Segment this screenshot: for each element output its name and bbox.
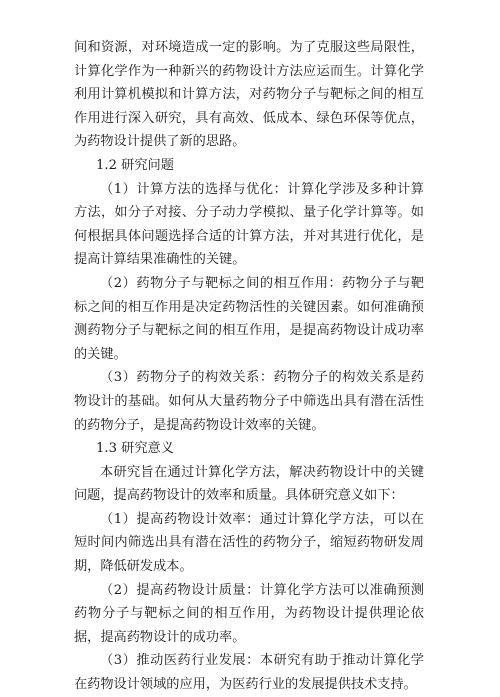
section-heading-1-2: 1.2 研究问题 (96, 157, 174, 173)
paragraph-problem-1: （1）计算方法的选择与优化：计算化学涉及多种计算方法，如分子对接、分子动力学模拟、量子化学计算等。如何根据具体问题选择合适的计算方法，并对其进行优化，是提高计算结果准确性的关键。 (74, 181, 424, 268)
paragraph-problem-2: （2）药物分子与靶标之间的相互作用：药物分子与靶标之间的相互作用是决定药物活性的关键因素。如何准确预测药物分子与靶标之间的相互作用，是提高药物设计成功率的关键。 (74, 275, 424, 362)
paragraph-significance-2: （2）提高药物设计质量：计算化学方法可以准确预测药物分子与靶标之间的相互作用，为药物设计提供理论依据，提高药物设计的成功率。 (74, 582, 424, 645)
paragraph-continuation: 间和资源，对环境造成一定的影响。为了克服这些局限性，计算化学作为一种新兴的药物设计方法应运而生。计算化学利用计算机模拟和计算方法，对药物分子与靶标之间的相互作用进行深入研究，具有高效、低成本、绿色环保等优点，为药物设计提供了新的思路。 (74, 40, 424, 150)
paragraph-problem-3: （3）药物分子的构效关系：药物分子的构效关系是药物设计的基础。如何从大量药物分子中筛选出具有潜在活性的药物分子，是提高药物设计效率的关键。 (74, 370, 424, 433)
section-heading-1-3: 1.3 研究意义 (96, 441, 174, 457)
paragraph-significance-intro: 本研究旨在通过计算化学方法，解决药物设计中的关键问题，提高药物设计的效率和质量。具体研究意义如下： (74, 464, 424, 504)
paragraph-significance-1: （1）提高药物设计效率：通过计算化学方法，可以在短时间内筛选出具有潜在活性的药物分子，缩短药物研发周期，降低研发成本。 (74, 511, 424, 575)
paragraph-significance-3: （3）推动医药行业发展：本研究有助于推动计算化学在药物设计领域的应用，为医药行业的发展提供技术支持。 (74, 653, 424, 693)
document-body (74, 36, 424, 697)
